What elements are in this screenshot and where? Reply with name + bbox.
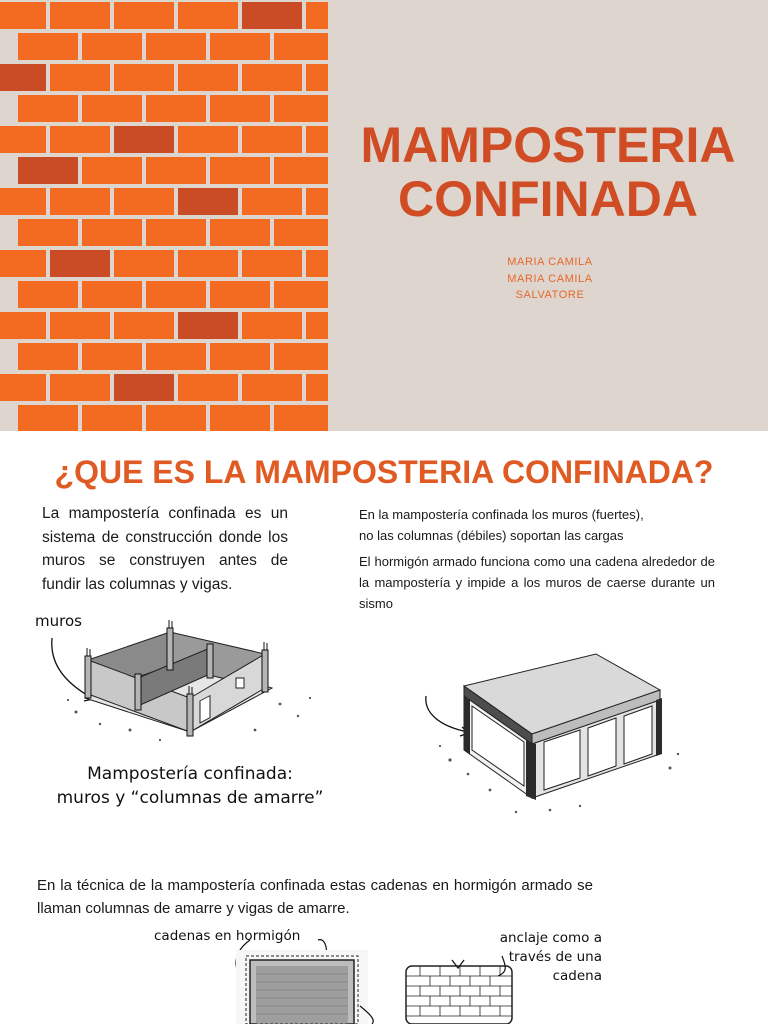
brick xyxy=(178,312,238,339)
brick xyxy=(82,95,142,122)
brick xyxy=(210,405,270,431)
brick xyxy=(242,2,302,29)
brick xyxy=(0,126,46,153)
brick xyxy=(146,281,206,308)
section-heading: ¿QUE ES LA MAMPOSTERIA CONFINADA? xyxy=(54,454,714,490)
brick xyxy=(18,405,78,431)
brick xyxy=(114,64,174,91)
cover-section xyxy=(0,0,768,431)
cover-title xyxy=(328,118,768,226)
confined-masonry-house-illustration xyxy=(40,620,340,750)
brick xyxy=(82,405,142,431)
brick xyxy=(114,250,174,277)
anchorage-label-line: través de una xyxy=(508,949,602,965)
brick xyxy=(210,95,270,122)
brick xyxy=(146,157,206,184)
brick xyxy=(82,343,142,370)
brick xyxy=(0,188,46,215)
brick xyxy=(146,33,206,60)
caption-line: Mampostería confinada: xyxy=(87,764,293,784)
brick xyxy=(0,2,46,29)
anchorage-label-line: cadena xyxy=(552,968,602,984)
chains-paragraph: En la técnica de la mampostería confinada estas cadenas en hormigón armado se llaman columnas de amarre y vigas de amarre. xyxy=(37,877,593,917)
chains-label: cadenas en hormigón xyxy=(154,928,301,944)
concrete-chain-paragraph: El hormigón armado funciona como una cadena alrededor de la mampostería y impide a los muros de caerse durante un sismo xyxy=(359,554,715,611)
brick xyxy=(210,157,270,184)
loads-line: no las columnas (débiles) soportan las cargas xyxy=(359,528,624,543)
brick xyxy=(274,343,328,370)
brick xyxy=(306,2,328,29)
brick xyxy=(210,219,270,246)
brick xyxy=(82,157,142,184)
brick xyxy=(274,33,328,60)
brick xyxy=(82,219,142,246)
brick xyxy=(274,95,328,122)
brick xyxy=(306,64,328,91)
brick xyxy=(50,188,110,215)
brick xyxy=(306,126,328,153)
cover-title-line1: MAMPOSTERIA xyxy=(360,117,736,173)
brick xyxy=(18,281,78,308)
brick xyxy=(114,2,174,29)
brick xyxy=(210,343,270,370)
loads-paragraph xyxy=(359,504,719,546)
brick xyxy=(242,188,302,215)
brick xyxy=(242,312,302,339)
brick xyxy=(274,219,328,246)
brick xyxy=(306,188,328,215)
brick xyxy=(146,343,206,370)
brick xyxy=(210,33,270,60)
brick xyxy=(274,405,328,431)
figure-caption xyxy=(40,762,340,810)
brick xyxy=(146,405,206,431)
brick xyxy=(50,64,110,91)
author-name: SALVATORE xyxy=(515,289,585,301)
brick xyxy=(18,157,78,184)
brick xyxy=(50,126,110,153)
brick xyxy=(242,374,302,401)
loads-line: En la mampostería confinada los muros (fuertes), xyxy=(359,507,644,522)
brick xyxy=(146,219,206,246)
brick xyxy=(146,95,206,122)
brick xyxy=(274,157,328,184)
wall-chain-diagram xyxy=(220,936,520,1024)
brick xyxy=(306,374,328,401)
brick xyxy=(178,374,238,401)
brick xyxy=(242,64,302,91)
brick xyxy=(178,64,238,91)
brick xyxy=(178,250,238,277)
anchorage-label-line: anclaje como a xyxy=(499,930,602,946)
brick xyxy=(0,312,46,339)
caption-line: muros y “columnas de amarre” xyxy=(56,788,324,808)
muros-label: muros xyxy=(35,612,82,630)
brick xyxy=(178,2,238,29)
brick xyxy=(82,33,142,60)
intro-paragraph: La mampostería confinada es un sistema de construcción donde los muros se construyen antes de fundir las columnas y vigas. xyxy=(42,505,288,593)
brick-wall-graphic xyxy=(0,0,328,431)
brick xyxy=(50,2,110,29)
brick xyxy=(18,33,78,60)
brick xyxy=(18,219,78,246)
brick xyxy=(0,250,46,277)
brick xyxy=(50,312,110,339)
brick xyxy=(82,281,142,308)
author-name: MARIA CAMILA xyxy=(507,256,593,268)
cover-title-line2: CONFINADA xyxy=(398,171,698,227)
brick xyxy=(178,188,238,215)
brick xyxy=(50,374,110,401)
concrete-frame-illustration xyxy=(420,650,690,820)
author-list xyxy=(440,254,660,304)
brick xyxy=(50,250,110,277)
brick xyxy=(114,312,174,339)
brick xyxy=(114,126,174,153)
author-name: MARIA CAMILA xyxy=(507,272,593,285)
brick xyxy=(18,343,78,370)
brick xyxy=(210,281,270,308)
brick xyxy=(306,250,328,277)
brick xyxy=(242,250,302,277)
brick xyxy=(178,126,238,153)
brick xyxy=(114,374,174,401)
brick xyxy=(0,374,46,401)
brick xyxy=(306,312,328,339)
brick xyxy=(274,281,328,308)
brick xyxy=(18,95,78,122)
brick xyxy=(114,188,174,215)
brick xyxy=(242,126,302,153)
brick xyxy=(0,64,46,91)
